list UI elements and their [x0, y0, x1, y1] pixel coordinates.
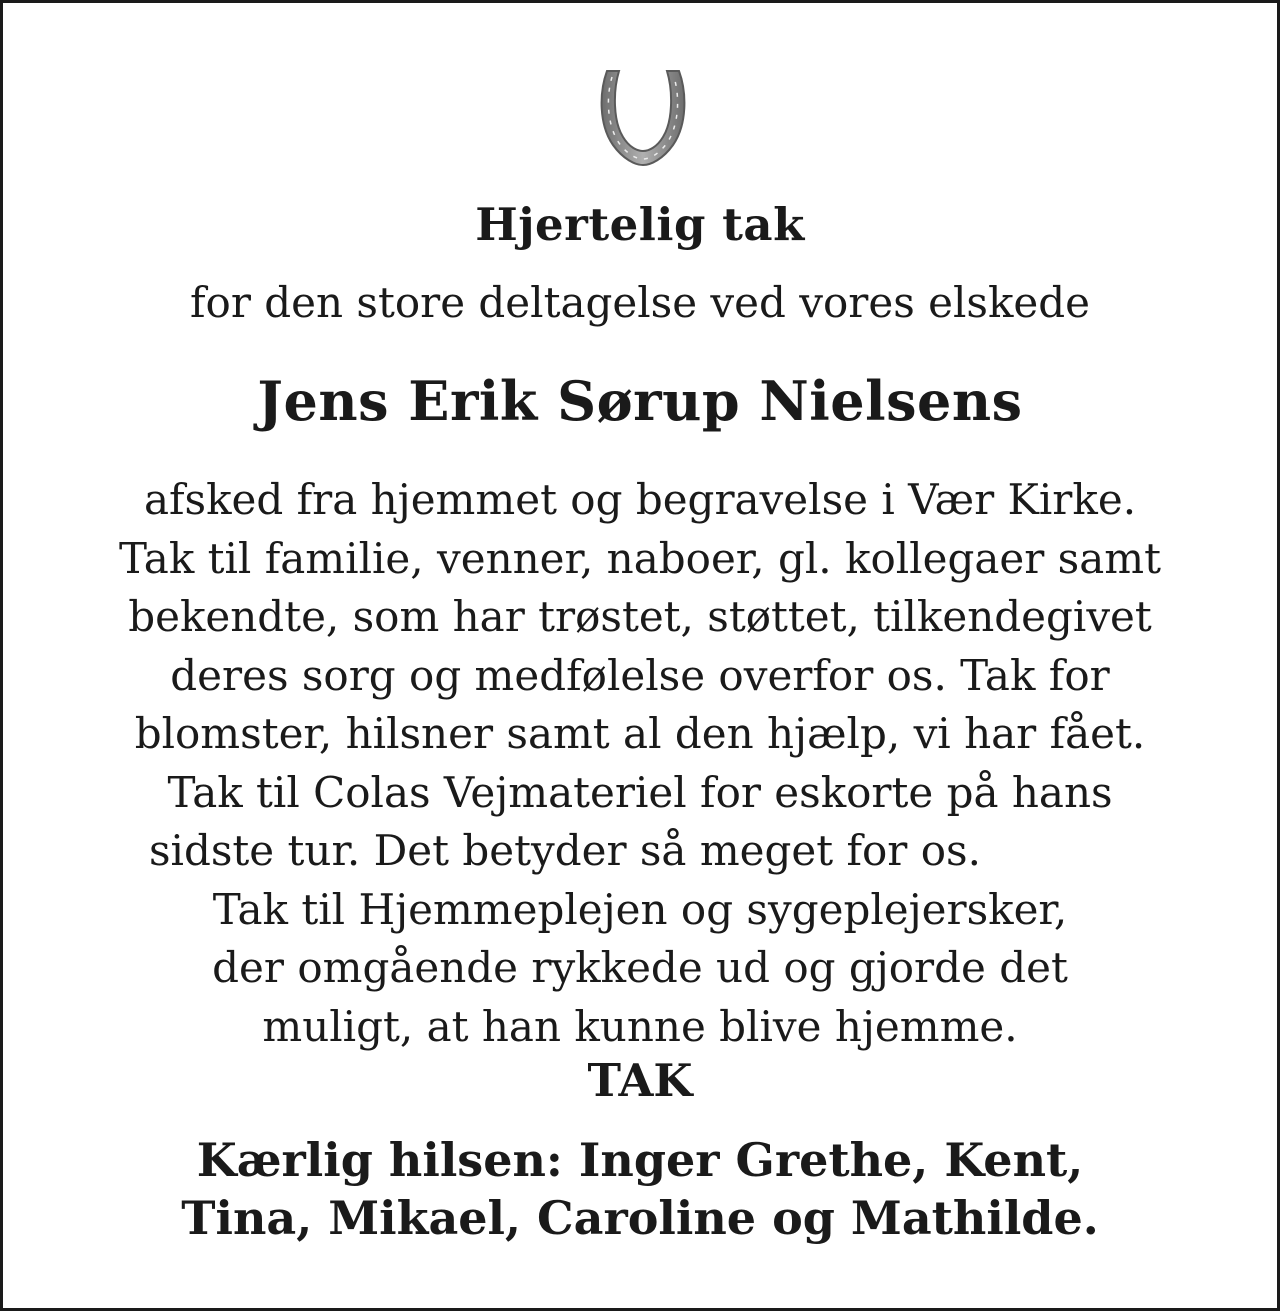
body-line: deres sorg og medfølelse overfor os. Tak for	[170, 650, 1110, 700]
signature	[3, 1131, 1277, 1247]
body-line: bekendte, som har trøstet, støttet, tilkendegivet	[128, 592, 1152, 641]
notice-heading: Hjertelig tak	[475, 198, 805, 251]
notice-intro: for den store deltagelse ved vores elskede	[190, 278, 1090, 327]
body-line: blomster, hilsner samt al den hjælp, vi har fået.	[134, 709, 1146, 758]
body-line: muligt, at han kunne blive hjemme.	[262, 1001, 1018, 1051]
body-line: der omgående rykkede ud og gjorde det	[212, 943, 1068, 992]
body-line: Tak til Hjemmeplejen og sygeplejersker,	[212, 884, 1068, 934]
horseshoe-icon	[595, 63, 691, 169]
body-line: sidste tur. Det betyder så meget for os.	[149, 826, 981, 875]
body-line: afsked fra hjemmet og begravelse i Vær Kirke.	[143, 475, 1137, 524]
signature-line: Kærlig hilsen: Inger Grethe, Kent,	[196, 1133, 1084, 1187]
notice-body	[3, 471, 1277, 1056]
signature-line: Tina, Mikael, Caroline og Mathilde.	[181, 1191, 1099, 1245]
body-line: Tak til Colas Vejmateriel for eskorte på hans	[167, 767, 1113, 817]
deceased-name: Jens Erik Sørup Nielsens	[257, 369, 1023, 433]
body-line: Tak til familie, venner, naboer, gl. kollegaer samt	[119, 533, 1161, 583]
closing-tak: TAK	[587, 1054, 693, 1107]
